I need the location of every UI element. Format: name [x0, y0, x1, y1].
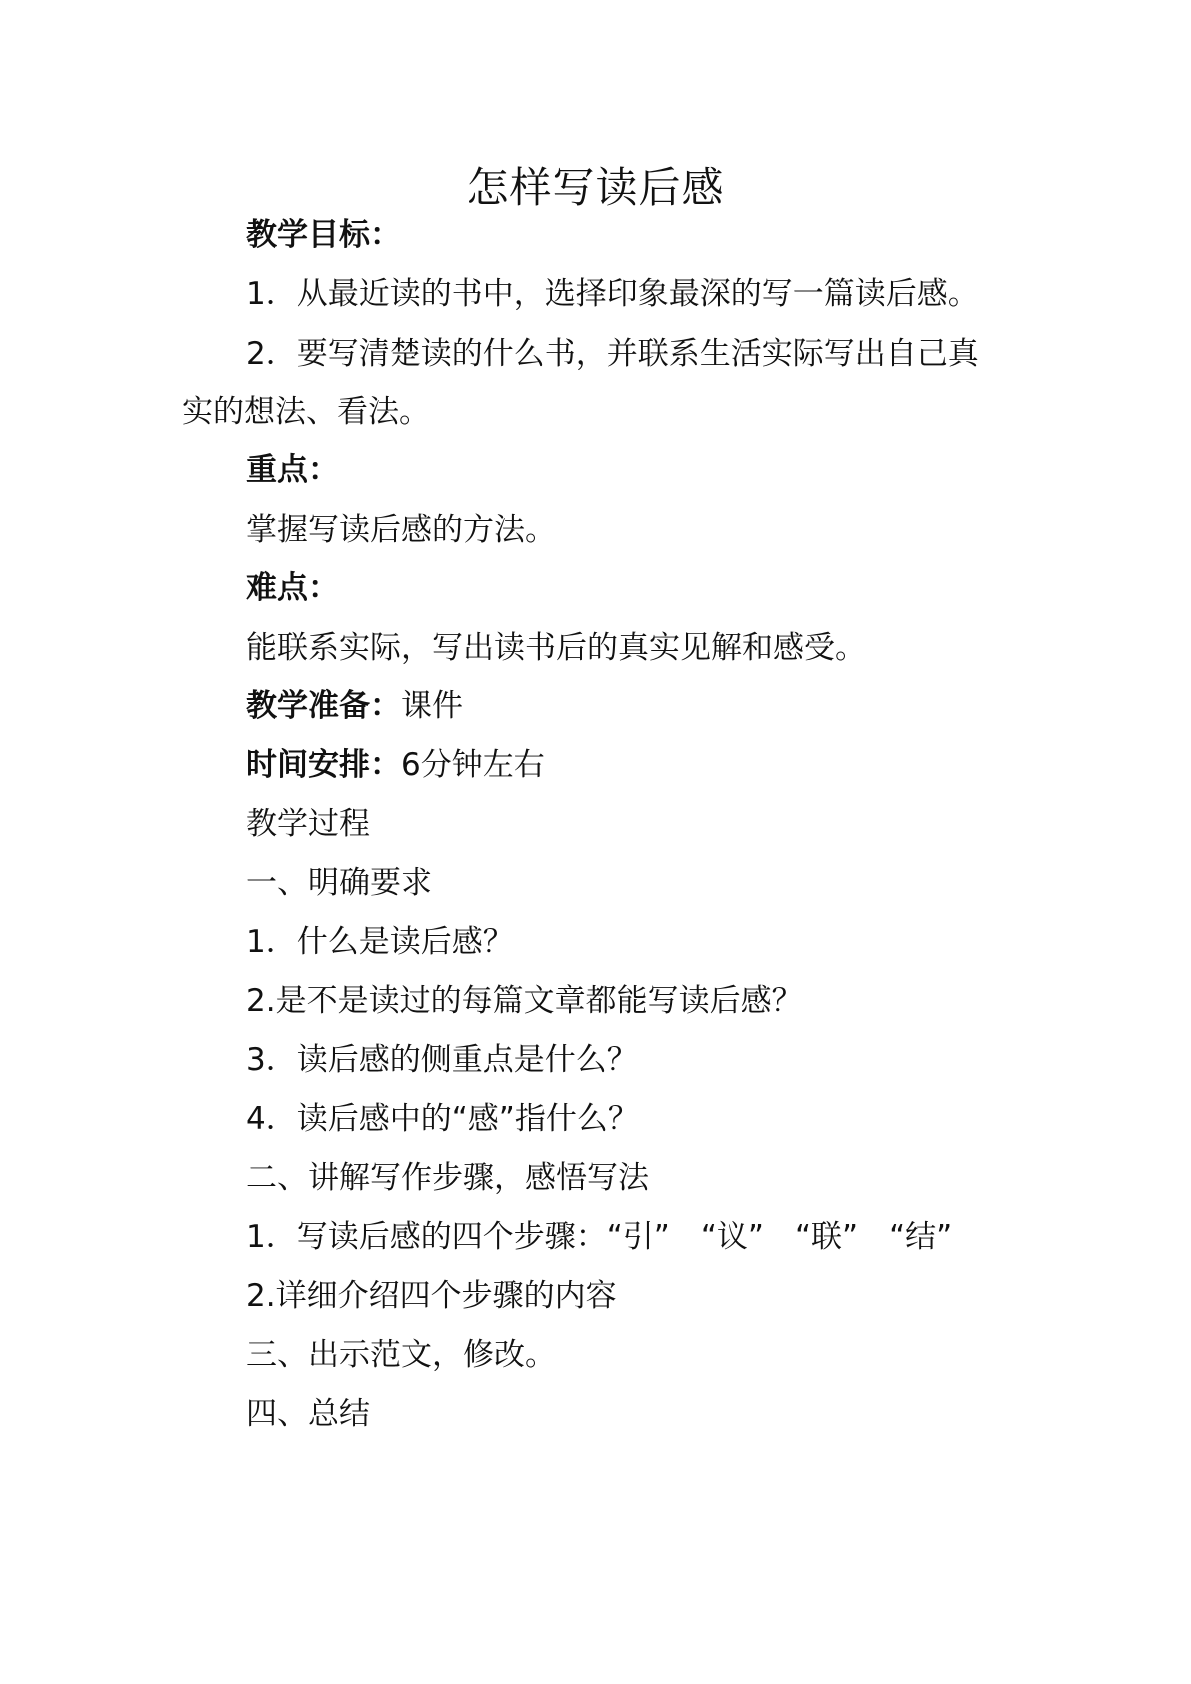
key-point-label-text: 重点：	[246, 452, 339, 488]
objective-item-2-line-1: 2．要写清楚读的什么书，并联系生活实际写出自己真	[246, 336, 979, 372]
document-title: 怎样写读后感	[466, 163, 725, 212]
preparation-line	[246, 685, 463, 727]
process-heading: 教学过程	[246, 806, 370, 842]
difficulty-text: 能联系实际，写出读书后的真实见解和感受。	[246, 630, 866, 666]
objectives-label	[246, 214, 401, 256]
section-2-step-2: 2.详细介绍四个步骤的内容	[246, 1278, 617, 1314]
section-2-heading: 二、讲解写作步骤，感悟写法	[246, 1160, 649, 1196]
section-1-question-1: 1．什么是读后感？	[246, 924, 514, 960]
objective-item-1: 1．从最近读的书中，选择印象最深的写一篇读后感。	[246, 276, 979, 312]
preparation-value: 课件	[401, 688, 463, 724]
schedule-line	[246, 744, 545, 786]
objective-item-2-line-2: 实的想法、看法。	[182, 394, 430, 430]
section-1-question-2: 2.是不是读过的每篇文章都能写读后感？	[246, 983, 803, 1019]
section-2-step-1: 1．写读后感的四个步骤：“引” “议” “联” “结”	[246, 1219, 953, 1255]
section-1-question-3: 3．读后感的侧重点是什么？	[246, 1042, 638, 1078]
section-1-heading: 一、明确要求	[246, 865, 432, 901]
section-3-heading: 三、出示范文，修改。	[246, 1337, 556, 1373]
schedule-value: 6分钟左右	[401, 747, 545, 783]
preparation-label: 教学准备：	[246, 688, 401, 724]
section-4-heading: 四、总结	[246, 1396, 370, 1432]
section-1-question-4: 4．读后感中的“感”指什么？	[246, 1101, 639, 1137]
schedule-label: 时间安排：	[246, 747, 401, 783]
difficulty-label-text: 难点：	[246, 570, 339, 606]
key-point-text: 掌握写读后感的方法。	[246, 512, 556, 548]
objectives-label-text: 教学目标：	[246, 217, 401, 253]
difficulty-label	[246, 567, 339, 609]
key-point-label	[246, 449, 339, 491]
